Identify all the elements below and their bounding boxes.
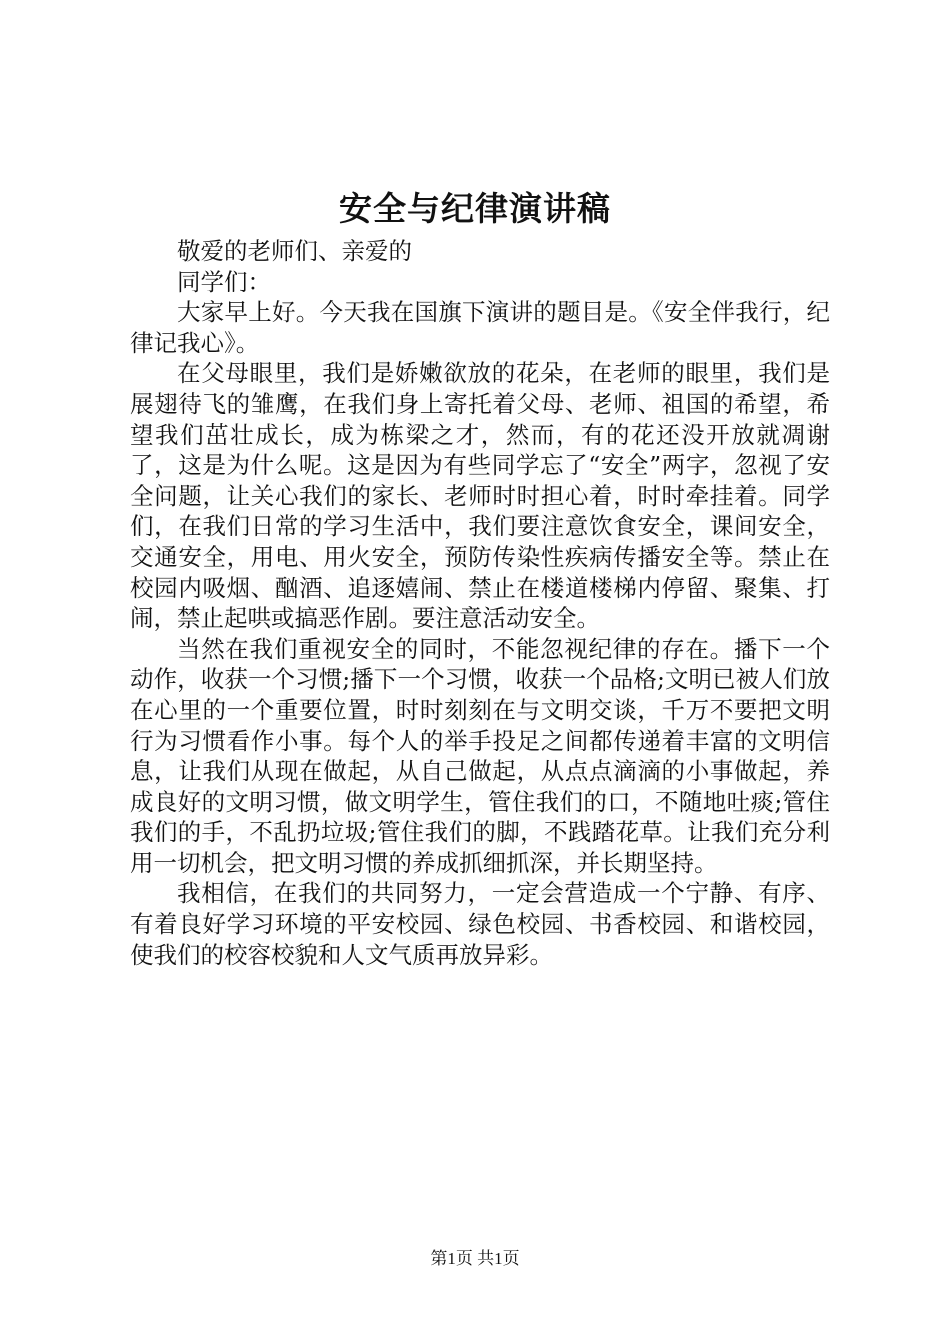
- page-number-footer: 第1页 共1页: [430, 1249, 520, 1268]
- paragraph: 当然在我们重视安全的同时，不能忽视纪律的存在。播下一个动作，收获一个习惯;播下一个习惯，收获一个品格;文明已被人们放在心里的一个重要位置，时时刻刻在与文明交谈，千万不要把文明行为习惯看作小事。每个人的举手投足之间都传递着丰富的文明信息，让我们从现在做起，从自己做起，从点点滴滴的小事做起，养成良好的文明习惯，做文明学生，管住我们的口，不随地吐痰;管住我们的手，不乱扔垃圾;管住我们的脚，不践踏花草。让我们充分利用一切机会，把文明习惯的养成抓细抓深，并长期坚持。: [130, 634, 830, 877]
- paragraph: 大家早上好。今天我在国旗下演讲的题目是。《安全伴我行，纪律记我心》。: [130, 298, 830, 357]
- document-title: 安全与纪律演讲稿: [339, 189, 611, 228]
- document-body: [130, 236, 830, 970]
- salutation-line-2: 同学们：: [177, 267, 271, 296]
- paragraph: 我相信，在我们的共同努力，一定会营造成一个宁静、有序、有着良好学习环境的平安校园、绿色校园、书香校园、和谐校园，使我们的校容校貌和人文气质再放异彩。: [130, 879, 830, 969]
- salutation-line-1: 敬爱的老师们、亲爱的: [177, 237, 412, 265]
- paragraph: 在父母眼里，我们是娇嫩欲放的花朵，在老师的眼里，我们是展翅待飞的雏鹰，在我们身上寄托着父母、老师、祖国的希望，希望我们茁壮成长，成为栋梁之才，然而，有的花还没开放就凋谢了，这是为什么呢。这是因为有些同学忘了“安全”两字，忽视了安全问题，让关心我们的家长、老师时时担心着，时时牵挂着。同学们，在我们日常的学习生活中，我们要注意饮食安全，课间安全，交通安全，用电、用火安全，预防传染性疾病传播安全等。禁止在校园内吸烟、酗酒、追逐嬉闹、禁止在楼道楼梯内停留、聚集、打闹，禁止起哄或搞恶作剧。要注意活动安全。: [130, 359, 830, 633]
